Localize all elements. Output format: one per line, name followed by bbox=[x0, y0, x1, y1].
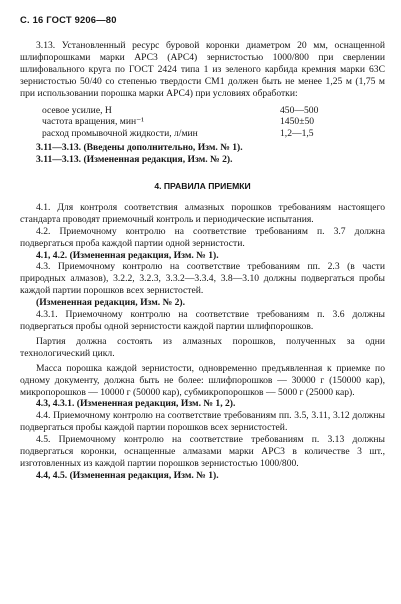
document-body bbox=[20, 40, 385, 482]
condition-row bbox=[42, 128, 385, 140]
condition-value: 450—500 bbox=[280, 104, 319, 116]
paragraph-4-1: 4.1. Для контроля соответствия алмазных порошков требованиям настоящего стандарта проводят приемочный контроль и периодические испытания. bbox=[20, 201, 385, 225]
paragraph-4-2: 4.2. Приемочному контролю на соответствие требованиям п. 3.7 должна подвергаться проба каждой партии одной зернистости. bbox=[20, 225, 385, 249]
note-revised: 4.1, 4.2. (Измененная редакция, Изм. № 1). bbox=[36, 249, 219, 261]
paragraph-4-3-1: 4.3.1. Приемочному контролю на соответствие требованиям п. 3.6 должны подвергаться пробы одной зернистости каждой партии шлифпорошков. bbox=[20, 309, 385, 332]
paragraph-3-13: 3.13. Установленный ресурс буровой коронки диаметром 20 мм, оснащенной шлифпорошками марки АРС3 (АРС4) зернистостью 1000/800 при сверлении шлифовального круга по ГОСТ 2424 типа 1 из зеленого карбида кремния марки 63С зернистостью 50/40 со степенью твердости СМ1 должен быть не менее 1,25 м (1,75 м при использовании порошка марки АРС4) при условиях обработки: bbox=[20, 40, 385, 99]
note-introduced: 3.11—3.13. (Введены дополнительно, Изм. № 1). bbox=[36, 142, 243, 154]
condition-value: 1450±50 bbox=[280, 116, 315, 128]
note-revised: 4.4, 4.5. (Измененная редакция, Изм. № 1). bbox=[36, 469, 219, 481]
paragraph-4-3: 4.3. Приемочному контролю на соответствие требованиям пп. 2.3 (в части природных алмазов), 3.2.2, 3.2.3, 3.3.2—3.3.4, 3.8—3.10 должны подвергаться пробы каждой партии порошков всех зернистостей. bbox=[20, 261, 385, 297]
paragraph-4-5: 4.5. Приемочному контролю на соответствие требованиям п. 3.13 должны подвергаться коронки, оснащенные алмазами марки АРС3 в количестве 3 шт., изготовленных из каждой партии порошков зернистостью 1000/800. bbox=[20, 434, 385, 469]
section-title: 4. ПРАВИЛА ПРИЕМКИ bbox=[154, 181, 251, 192]
condition-label: осевое усилие, Н bbox=[42, 104, 112, 116]
note-revised: 3.11—3.13. (Измененная редакция, Изм. № 2). bbox=[36, 154, 233, 166]
paragraph-party: Партия должна состоять из алмазных порошков, полученных за одни технологический цикл. bbox=[20, 335, 385, 359]
condition-label: частота вращения, мин⁻¹ bbox=[42, 116, 145, 128]
condition-value: 1,2—1,5 bbox=[280, 128, 314, 140]
condition-row bbox=[42, 116, 385, 128]
conditions-list bbox=[42, 105, 385, 141]
note-revised: 4.3, 4.3.1. (Измененная редакция, Изм. № 1, 2). bbox=[36, 398, 236, 410]
note-revised: (Измененная редакция, Изм. № 2). bbox=[36, 297, 186, 309]
paragraph-4-4: 4.4. Приемочному контролю на соответствие требованиям пп. 3.5, 3.11, 3.12 должны подвергаться пробы каждой партии порошков всех зернистостей. bbox=[20, 410, 385, 434]
condition-row bbox=[42, 105, 385, 117]
paragraph-mass: Масса порошка каждой зернистости, одновременно предъявленная к приемке по одному документу, должна быть не более: шлифпорошков — 30000 г (150000 кар), микропорошков — 10000 г (50000 кар), субмикропорошков — 5000 г (25000 кар). bbox=[20, 362, 385, 398]
condition-label: расход промывочной жидкости, л/мин bbox=[42, 128, 198, 140]
page-header: С. 16 ГОСТ 9206—80 bbox=[20, 14, 117, 25]
